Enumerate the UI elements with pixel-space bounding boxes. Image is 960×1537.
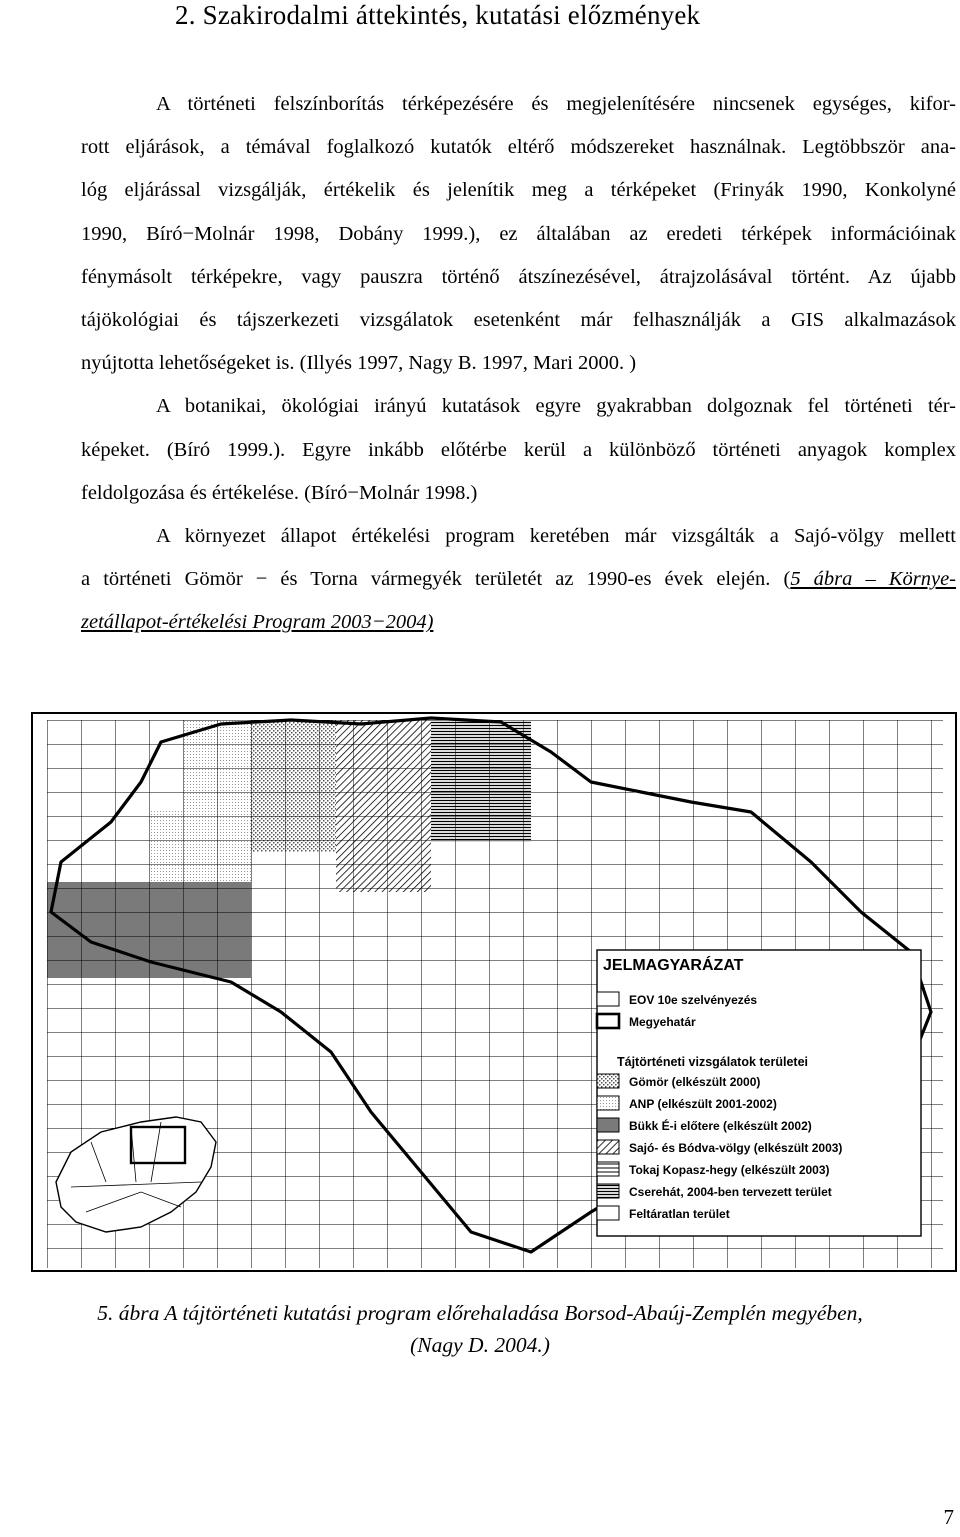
text-line: 1990, Bíró−Molnár 1998, Dobány 1999.), ez általában az eredeti térképek információinak xyxy=(81,222,956,245)
text-line xyxy=(6,558,956,601)
legend-label: Megyehatár xyxy=(629,1015,696,1029)
legend-label: Tokaj Kopasz-hegy (elkészült 2003) xyxy=(629,1163,830,1177)
text-line: fénymásolt térképekre, vagy pauszra történő átszínezésével, átrajzolásával történt. Az újabb xyxy=(81,265,956,288)
legend-swatch-gomor xyxy=(597,1074,619,1088)
legend-swatch-anp xyxy=(597,1096,619,1110)
legend-swatch-grid xyxy=(597,992,619,1006)
legend-label: Cserehát, 2004-ben tervezett terület xyxy=(629,1185,832,1199)
figure-reference-link[interactable]: 5 ábra – Környe- xyxy=(790,568,956,591)
text-line: lóg eljárással vizsgálják, értékelik és jelenítik meg a térképeket (Frinyák 1990, Konkolyné xyxy=(81,179,956,202)
text-line: rott eljárások, a témával foglalkozó kutatók eltérő módszereket használnak. Legtöbbször ana- xyxy=(81,136,956,159)
text-line: A környezet állapot értékelési program keretében már vizsgálták a Sajó-völgy mellett xyxy=(156,525,956,548)
map-legend xyxy=(597,950,921,1236)
legend-swatch-bukk xyxy=(597,1118,619,1132)
paragraph-1 xyxy=(6,83,956,385)
legend-label: ANP (elkészült 2001-2002) xyxy=(629,1097,777,1111)
figure-map xyxy=(31,712,957,1272)
legend-label: Gömör (elkészült 2000) xyxy=(629,1075,761,1089)
legend-title: JELMAGYARÁZAT xyxy=(603,957,744,974)
legend-swatch-unexplored xyxy=(597,1206,619,1220)
text-line: nyújtotta lehetőségeket is. (Illyés 1997, Nagy B. 1997, Mari 2000. ) xyxy=(81,352,637,375)
legend-swatch-cserehat xyxy=(597,1184,619,1198)
text-line: tájökológiai és tájszerkezeti vizsgálatok esetenként már felhasználják a GIS alkalmazások xyxy=(81,309,956,332)
paragraph-2 xyxy=(6,385,956,515)
legend-label: Feltáratlan terület xyxy=(629,1207,730,1221)
body-text xyxy=(6,83,956,645)
text-line: A történeti felszínborítás térképezésére és megjelenítésére nincsenek egységes, kifor- xyxy=(156,93,956,115)
page-number: 7 xyxy=(943,1505,954,1529)
text-line xyxy=(6,601,956,644)
legend-label: Bükk É-i előtere (elkészült 2002) xyxy=(629,1119,812,1133)
paragraph-3 xyxy=(6,515,956,645)
legend-label: Sajó- és Bódva-völgy (elkészült 2003) xyxy=(629,1141,843,1155)
caption-line: (Nagy D. 2004.) xyxy=(410,1333,550,1357)
legend-swatch-sajo xyxy=(597,1140,619,1154)
legend-label: EOV 10e szelvényezés xyxy=(629,993,758,1007)
text-line: A botanikai, ökológiai irányú kutatások egyre gyakrabban dolgoznak fel történeti tér- xyxy=(156,395,956,418)
caption-line: 5. ábra A tájtörténeti kutatási program előrehaladása Borsod-Abaúj-Zemplén megyében, xyxy=(97,1301,863,1325)
text-fragment: a történeti Gömör − és Torna vármegyék területét az 1990-es évek elején. ( xyxy=(81,568,791,591)
text-line: feldolgozása és értékelése. (Bíró−Molnár 1998.) xyxy=(81,481,478,504)
legend-subtitle: Tájtörténeti vizsgálatok területei xyxy=(617,1055,809,1069)
legend-swatch-tokaj xyxy=(597,1162,619,1176)
page-title: 2. Szakirodalmi áttekintés, kutatási előzmények xyxy=(175,0,701,30)
figure-reference-link-cont[interactable]: zetállapot-értékelési Program 2003−2004) xyxy=(81,611,434,634)
map-figure-svg xyxy=(31,712,957,1272)
legend-swatch-border xyxy=(597,1014,619,1028)
text-line: képeket. (Bíró 1999.). Egyre inkább előtérbe kerül a különböző történeti anyagok komplex xyxy=(81,438,956,461)
figure-caption xyxy=(0,1297,960,1361)
